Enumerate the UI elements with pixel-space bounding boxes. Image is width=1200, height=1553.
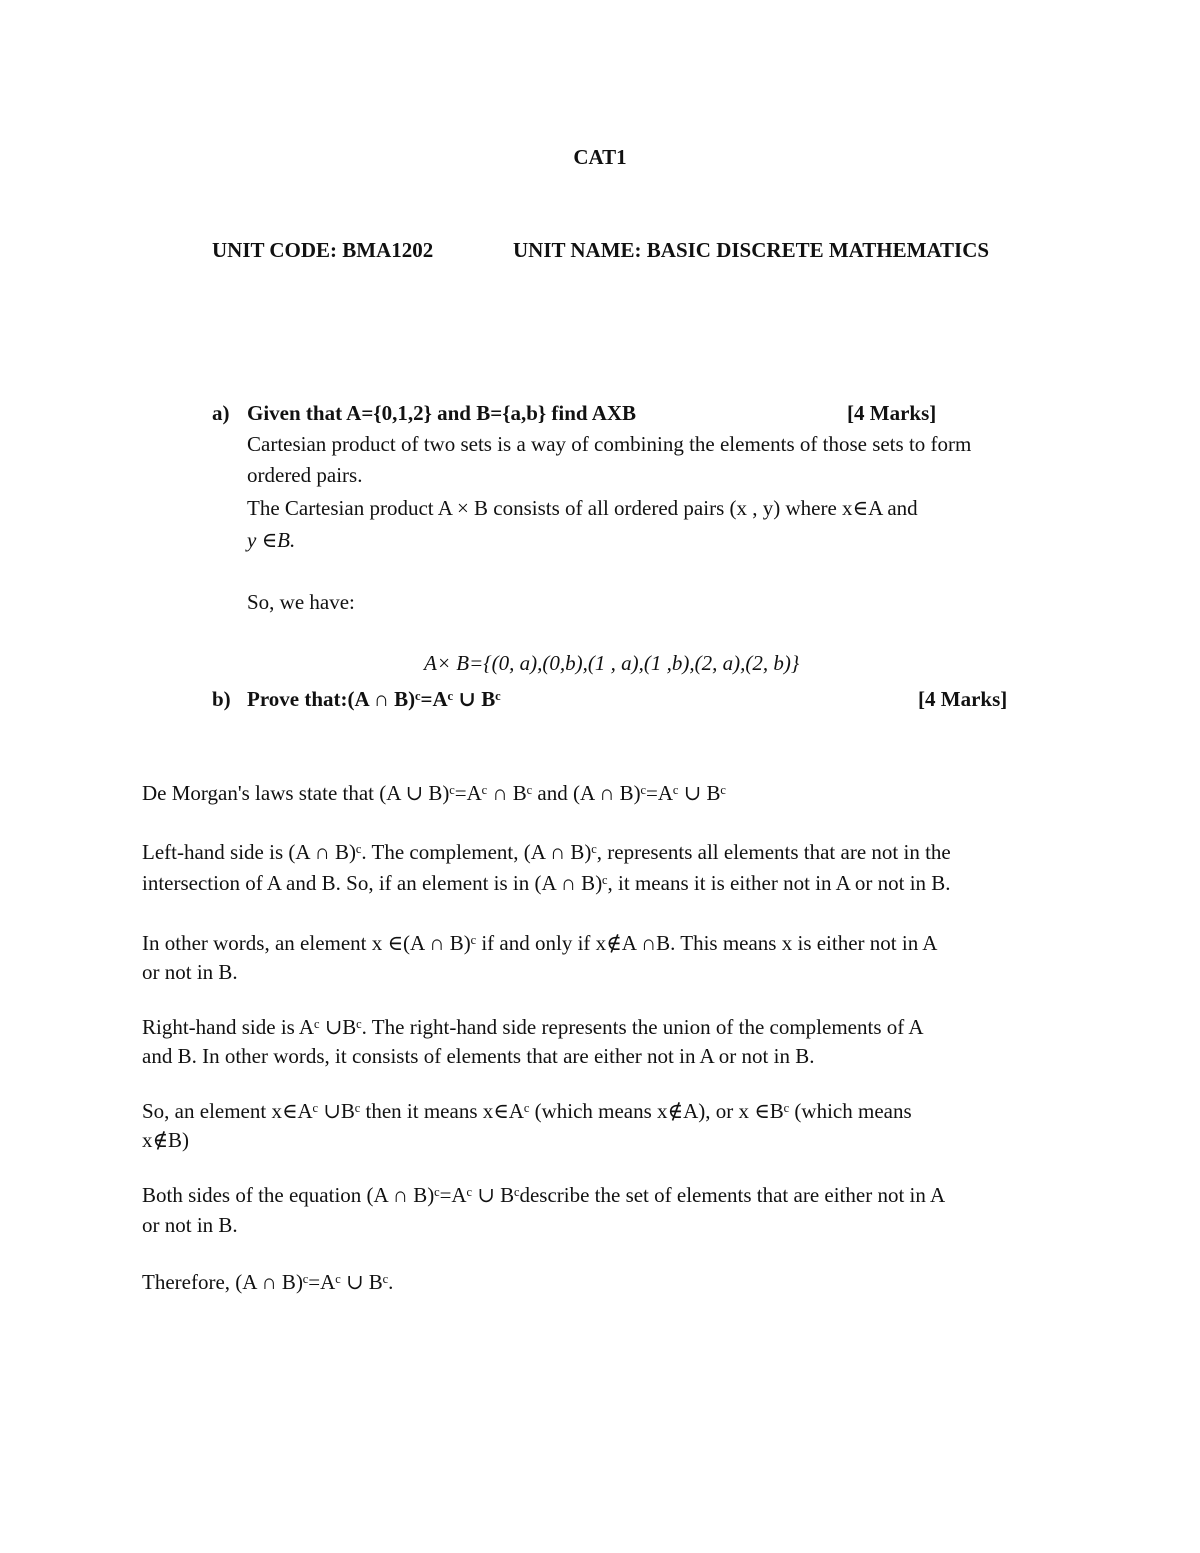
question-b-label: b) (212, 687, 231, 711)
answer-line: ordered pairs. (247, 463, 363, 487)
proof-line: Both sides of the equation (A ∩ B)ᶜ=Aᶜ ∪ Bᶜdescribe the set of elements that are either not in A (142, 1183, 946, 1207)
proof-line: In other words, an element x ∈(A ∩ B)ᶜ if and only if x∉A ∩B. This means x is either not in A (142, 931, 938, 955)
proof-line: x∉B) (142, 1128, 190, 1152)
proof-line: So, an element x∈Aᶜ ∪Bᶜ then it means x∈Aᶜ (which means x∉A), or x ∈Bᶜ (which means (142, 1099, 912, 1123)
answer-line: y ∈B. (247, 528, 296, 552)
answer-line: The Cartesian product A × B consists of all ordered pairs (x , y) where x∈A and (247, 496, 918, 520)
proof-line: intersection of A and B. So, if an element is in (A ∩ B)ᶜ, it means it is either not in A or not in B. (142, 871, 951, 895)
proof-line: or not in B. (142, 1213, 238, 1237)
proof-conclusion: Therefore, (A ∩ B)ᶜ=Aᶜ ∪ Bᶜ. (142, 1270, 394, 1294)
cartesian-product-result: A× B={(0, a),(0,b),(1 , a),(1 ,b),(2, a),(2, b)} (424, 651, 800, 675)
question-a-label: a) (212, 401, 230, 425)
proof-line: Right-hand side is Aᶜ ∪Bᶜ. The right-hand side represents the union of the complements of A (142, 1015, 924, 1039)
proof-line: De Morgan's laws state that (A ∪ B)ᶜ=Aᶜ ∩ Bᶜ and (A ∩ B)ᶜ=Aᶜ ∪ Bᶜ (142, 781, 726, 805)
question-b-marks: [4 Marks] (918, 687, 1008, 711)
document-title: CAT1 (573, 145, 627, 169)
answer-line: So, we have: (247, 590, 355, 614)
unit-name: UNIT NAME: BASIC DISCRETE MATHEMATICS (513, 238, 990, 262)
question-b-prompt: Prove that:(A ∩ B)ᶜ=Aᶜ ∪ Bᶜ (247, 687, 501, 711)
question-a-marks: [4 Marks] (847, 401, 937, 425)
unit-code: UNIT CODE: BMA1202 (212, 238, 434, 262)
proof-line: and B. In other words, it consists of elements that are either not in A or not in B. (142, 1044, 815, 1068)
question-a-prompt: Given that A={0,1,2} and B={a,b} find AXB (247, 401, 637, 425)
answer-line: Cartesian product of two sets is a way of combining the elements of those sets to form (247, 432, 972, 456)
proof-line: or not in B. (142, 960, 238, 984)
proof-line: Left-hand side is (A ∩ B)ᶜ. The complement, (A ∩ B)ᶜ, represents all elements that are not in the (142, 840, 951, 864)
